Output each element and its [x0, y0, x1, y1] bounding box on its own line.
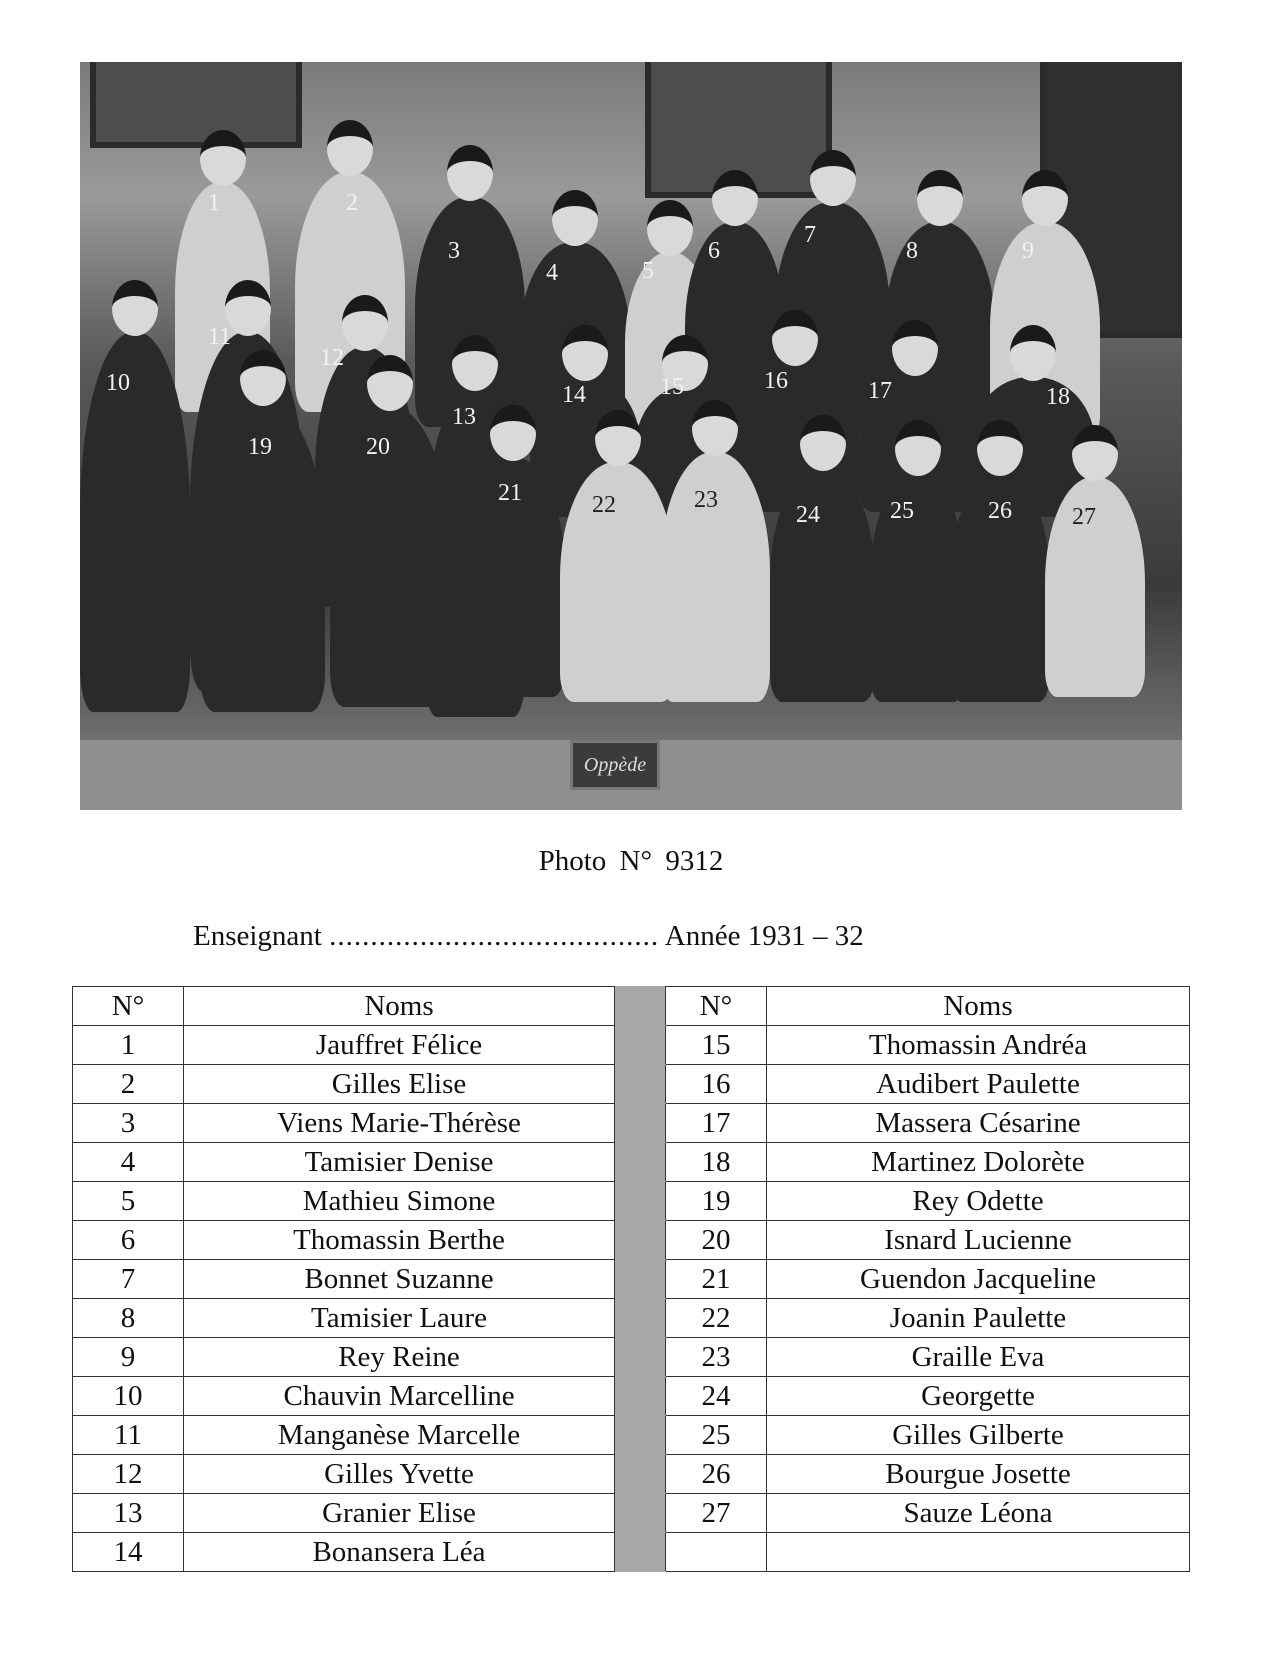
class-photo	[80, 62, 1182, 810]
table-cell-name-right: Thomassin Andréa	[767, 1026, 1190, 1065]
table-row	[73, 1260, 1190, 1299]
photo-number: 7	[804, 222, 816, 248]
table-cell-name-left: Manganèse Marcelle	[184, 1416, 615, 1455]
table-cell-num-left: 11	[73, 1416, 184, 1455]
column-divider	[615, 987, 666, 1026]
table-cell-name-left: Thomassin Berthe	[184, 1221, 615, 1260]
student-figure	[330, 407, 450, 707]
header-num-left: N°	[73, 987, 184, 1026]
photo-number: 11	[208, 324, 232, 350]
column-divider	[615, 1065, 666, 1104]
photo-number: 5	[642, 258, 654, 284]
table-cell-name-right	[767, 1533, 1190, 1572]
table-cell-name-left: Granier Elise	[184, 1494, 615, 1533]
table-cell-name-right: Sauze Léona	[767, 1494, 1190, 1533]
photo-number: 25	[890, 498, 914, 524]
column-divider	[615, 1377, 666, 1416]
table-row	[73, 1143, 1190, 1182]
column-divider	[615, 1533, 666, 1572]
header-num-right: N°	[666, 987, 767, 1026]
column-divider	[615, 1104, 666, 1143]
table-row	[73, 1104, 1190, 1143]
table-cell-num-left: 13	[73, 1494, 184, 1533]
table-cell-num-right: 22	[666, 1299, 767, 1338]
column-divider	[615, 1143, 666, 1182]
table-cell-name-left: Rey Reine	[184, 1338, 615, 1377]
table-cell-num-right: 17	[666, 1104, 767, 1143]
table-cell-name-right: Gilles Gilberte	[767, 1416, 1190, 1455]
teacher-year-line	[193, 920, 864, 953]
column-divider	[615, 1182, 666, 1221]
column-divider	[615, 1260, 666, 1299]
table-cell-num-right: 24	[666, 1377, 767, 1416]
table-cell-name-left: Jauffret Félice	[184, 1026, 615, 1065]
table-cell-num-right: 21	[666, 1260, 767, 1299]
table-cell-name-left: Gilles Yvette	[184, 1455, 615, 1494]
table-cell-name-right: Isnard Lucienne	[767, 1221, 1190, 1260]
student-figure	[770, 467, 875, 702]
teacher-label: Enseignant	[193, 920, 322, 952]
table-cell-name-left: Tamisier Denise	[184, 1143, 615, 1182]
table-cell-num-right: 18	[666, 1143, 767, 1182]
table-cell-name-right: Bourgue Josette	[767, 1455, 1190, 1494]
column-divider	[615, 1455, 666, 1494]
column-divider	[615, 1338, 666, 1377]
table-row	[73, 1299, 1190, 1338]
photo-number: 16	[764, 368, 788, 394]
table-row	[73, 1221, 1190, 1260]
year-label: Année	[664, 920, 741, 952]
table-cell-num-left: 1	[73, 1026, 184, 1065]
table-cell-num-right: 20	[666, 1221, 767, 1260]
table-cell-num-left: 5	[73, 1182, 184, 1221]
table-cell-num-left: 14	[73, 1533, 184, 1572]
table-cell-name-right: Guendon Jacqueline	[767, 1260, 1190, 1299]
table-cell-name-left: Bonansera Léa	[184, 1533, 615, 1572]
photo-number: 10	[106, 370, 130, 396]
table-row	[73, 1455, 1190, 1494]
photo-number: 26	[988, 498, 1012, 524]
photo-number: 1	[208, 190, 220, 216]
photo-number: 13	[452, 404, 476, 430]
table-cell-name-right: Audibert Paulette	[767, 1065, 1190, 1104]
photo-number: 15	[660, 374, 684, 400]
student-figure	[80, 332, 190, 712]
table-cell-num-right: 25	[666, 1416, 767, 1455]
photo-number: 23	[694, 487, 718, 513]
table-cell-name-left: Tamisier Laure	[184, 1299, 615, 1338]
table-row	[73, 1026, 1190, 1065]
column-divider	[615, 1026, 666, 1065]
column-divider	[615, 1299, 666, 1338]
table-cell-num-left: 8	[73, 1299, 184, 1338]
photo-number: 2	[346, 190, 358, 216]
table-cell-num-right: 15	[666, 1026, 767, 1065]
slate-sign: Oppède	[570, 740, 660, 790]
photo-number: 19	[248, 434, 272, 460]
table-cell-name-left: Mathieu Simone	[184, 1182, 615, 1221]
table-row	[73, 1338, 1190, 1377]
photo-number: 9	[1022, 238, 1034, 264]
photo-number: 3	[448, 238, 460, 264]
table-cell-name-right: Rey Odette	[767, 1182, 1190, 1221]
table-cell-name-right: Graille Eva	[767, 1338, 1190, 1377]
table-cell-num-left: 7	[73, 1260, 184, 1299]
photo-number: 6	[708, 238, 720, 264]
table-cell-num-left: 3	[73, 1104, 184, 1143]
table-cell-num-left: 12	[73, 1455, 184, 1494]
table-cell-name-right: Massera Césarine	[767, 1104, 1190, 1143]
table-cell-name-right: Joanin Paulette	[767, 1299, 1190, 1338]
photo-number: 4	[546, 260, 558, 286]
photo-number: 8	[906, 238, 918, 264]
window-left	[90, 62, 302, 148]
year-value: 1931 – 32	[747, 920, 864, 952]
table-cell-num-right	[666, 1533, 767, 1572]
table-cell-num-left: 10	[73, 1377, 184, 1416]
table-row	[73, 1065, 1190, 1104]
photo-number: 18	[1046, 384, 1070, 410]
photo-number: 24	[796, 502, 820, 528]
column-divider	[615, 1416, 666, 1455]
table-cell-name-right: Georgette	[767, 1377, 1190, 1416]
table-cell-name-right: Martinez Dolorète	[767, 1143, 1190, 1182]
student-figure	[560, 462, 675, 702]
name-table	[72, 986, 1190, 1572]
column-divider	[615, 1221, 666, 1260]
table-row	[73, 1494, 1190, 1533]
table-cell-num-right: 27	[666, 1494, 767, 1533]
table-cell-name-left: Gilles Elise	[184, 1065, 615, 1104]
column-divider	[615, 1494, 666, 1533]
photo-number: 22	[592, 492, 616, 518]
photo-number: 27	[1072, 504, 1096, 530]
table-row	[73, 1182, 1190, 1221]
teacher-dots: ........................................	[329, 920, 660, 952]
table-row	[73, 1377, 1190, 1416]
header-names-right: Noms	[767, 987, 1190, 1026]
table-header-row	[73, 987, 1190, 1026]
table-cell-num-left: 4	[73, 1143, 184, 1182]
table-cell-num-left: 9	[73, 1338, 184, 1377]
table-cell-num-right: 16	[666, 1065, 767, 1104]
table-cell-num-right: 23	[666, 1338, 767, 1377]
table-cell-num-left: 2	[73, 1065, 184, 1104]
table-cell-num-right: 19	[666, 1182, 767, 1221]
photo-caption: Photo N° 9312	[538, 845, 724, 877]
table-row	[73, 1533, 1190, 1572]
table-cell-name-left: Bonnet Suzanne	[184, 1260, 615, 1299]
table-cell-name-left: Viens Marie-Thérèse	[184, 1104, 615, 1143]
table-cell-num-left: 6	[73, 1221, 184, 1260]
photo-number: 21	[498, 480, 522, 506]
photo-number: 14	[562, 382, 586, 408]
photo-number: 20	[366, 434, 390, 460]
table-cell-name-left: Chauvin Marcelline	[184, 1377, 615, 1416]
photo-number: 12	[320, 345, 344, 371]
photo-number: 17	[868, 378, 892, 404]
table-row	[73, 1416, 1190, 1455]
table-cell-num-right: 26	[666, 1455, 767, 1494]
header-names-left: Noms	[184, 987, 615, 1026]
